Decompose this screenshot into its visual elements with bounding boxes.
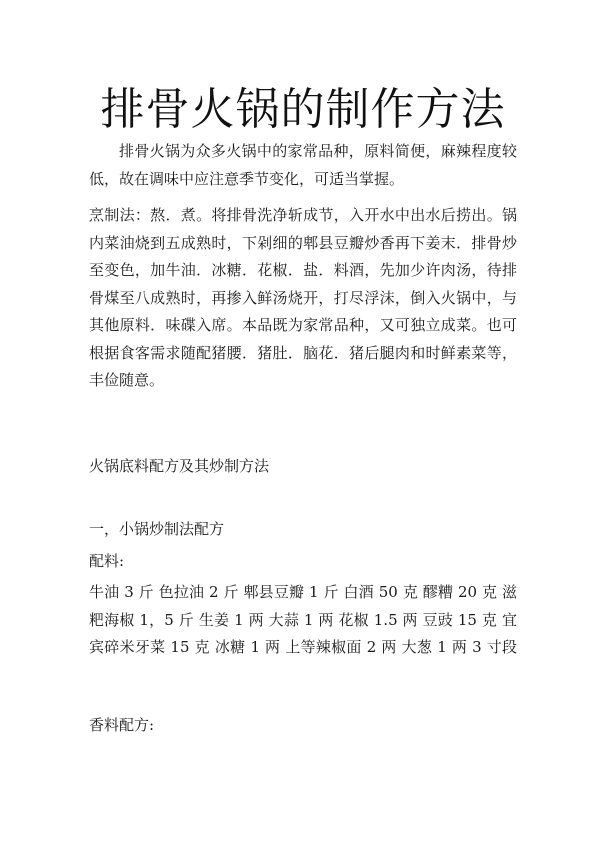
ingredients-line: 粑海椒 1，5 斤 生姜 1 两 大蒜 1 两 花椒 1.5 两 豆豉 15 克 宜	[89, 610, 517, 629]
method-line: 根据食客需求随配猪腰．猪肚．脑花．猪后腿肉和时鲜素菜等，	[89, 343, 517, 362]
spice-label: 香料配方:	[89, 716, 155, 734]
method-paragraph	[89, 202, 517, 395]
method-line: 烹制法：熬．煮。将排骨洗净斩成节，入开水中出水后捞出。锅	[89, 206, 517, 224]
method-line: 内菜油烧到五成熟时，下剁细的郫县豆瓣炒香再下姜末．排骨炒	[89, 233, 517, 252]
document-title: 排骨火锅的制作方法	[100, 84, 506, 135]
method-line: 至变色，加牛油．冰糖．花椒．盐．料酒，先加少许肉汤，待排	[89, 261, 517, 279]
subsection-heading: 一，小锅炒制法配方	[89, 520, 225, 538]
ingredients-line: 宾碎米牙菜 15 克 冰糖 1 两 上等辣椒面 2 两 大葱 1 两 3 寸段	[89, 638, 517, 656]
section-heading: 火锅底料配方及其炒制方法	[89, 457, 270, 475]
method-line: 丰俭随意。	[89, 371, 165, 389]
ingredients-list	[89, 579, 517, 662]
intro-paragraph	[89, 138, 517, 193]
ingredients-line: 牛油 3 斤 色拉油 2 斤 郫县豆瓣 1 斤 白酒 50 克 醪糟 20 克 滋	[89, 583, 517, 601]
ingredients-label: 配料:	[89, 552, 125, 570]
method-line: 骨煤至八成熟时，再掺入鲜汤烧开，打尽浮沫，倒入火锅中，与	[89, 288, 517, 307]
intro-line: 低，故在调味中应注意季节变化，可适当掌握。	[89, 169, 405, 188]
intro-line: 排骨火锅为众多火锅中的家常品种，原料简便，麻辣程度较	[119, 142, 517, 160]
method-line: 其他原料．味碟入席。本品既为家常品种，又可独立成菜。也可	[89, 316, 517, 334]
